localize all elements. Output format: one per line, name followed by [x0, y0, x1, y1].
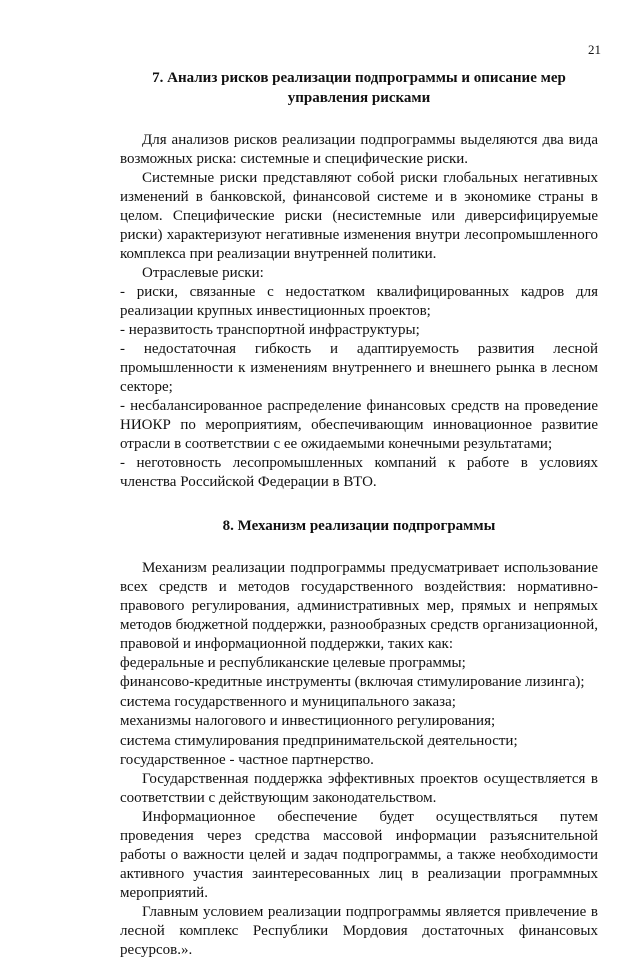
section-8-paragraph: Информационное обеспечение будет осуществляться путем проведения через средства массовой информации разъяснительной работы о важности целей и задач подпрограммы, а также необходимости активного участия заинтересованных лиц в реализации программных мероприятий.: [120, 809, 598, 902]
risk-item: - риски, связанные с недостатком квалифицированных кадров для реализации крупных инвестиционных проектов;: [120, 284, 598, 319]
section-7-paragraph: Системные риски представляют собой риски глобальных негативных изменений в банковской, финансовой системе и в экономике страны в целом. Специфические риски (несистемные или диверсифицируемые риски) характеризуют негативные изменения внутри лесопромышленного комплекса при реализации внутренней политики.: [120, 170, 598, 262]
section-8-title: 8. Механизм реализации подпрограммы: [222, 518, 496, 534]
risk-item: - недостаточная гибкость и адаптируемость развития лесной промышленности к изменениям внутреннего и внешнего рынка в лесном секторе;: [120, 341, 598, 395]
page-content: [120, 68, 598, 960]
section-7-paragraph: Для анализов рисков реализации подпрограммы выделяются два вида возможных риска: системные и специфические риски.: [120, 132, 598, 167]
mechanism-tool-item: система стимулирования предпринимательской деятельности;: [120, 732, 518, 749]
risk-item: - неразвитость транспортной инфраструктуры;: [120, 322, 420, 338]
mechanism-tool-item: государственное - частное партнерство.: [120, 752, 374, 769]
section-7-title: [120, 68, 598, 108]
section-8-paragraph: Главным условием реализации подпрограммы является привлечение в лесной комплекс Республики Мордовия достаточных финансовых ресурсов.».: [120, 904, 598, 959]
section-8-paragraph: Государственная поддержка эффективных проектов осуществляется в соответствии с действующим законодательством.: [120, 771, 598, 807]
section-7-paragraph: Отраслевые риски:: [142, 265, 264, 281]
section-8-intro: Механизм реализации подпрограммы предусматривает использование всех средств и методов государственного воздействия: нормативно-правового регулирования, административных мер, прямых и непрямых методов бюджетной поддержки, разнообразных средств организационной, правовой и информационной поддержки, таких как:: [120, 560, 598, 652]
mechanism-tool-item: система государственного и муниципального заказа;: [120, 693, 456, 710]
mechanism-tool-item: финансово-кредитные инструменты (включая стимулирование лизинга);: [120, 674, 585, 691]
mechanism-tools-list: [120, 654, 598, 770]
mechanism-tool-item: федеральные и республиканские целевые программы;: [120, 655, 466, 671]
mechanism-tool-item: механизмы налогового и инвестиционного регулирования;: [120, 713, 496, 730]
section-7-title-line-1: 7. Анализ рисков реализации подпрограммы и описание мер: [152, 70, 566, 86]
risk-item: - неготовность лесопромышленных компаний к работе в условиях членства Российской Федерации в ВТО.: [120, 455, 598, 490]
page-number: 21: [588, 42, 601, 57]
section-7-title-line-2: управления рисками: [287, 90, 431, 106]
risk-item: - несбалансированное распределение финансовых средств на проведение НИОКР по мероприятиям, обеспечивающим инновационное развитие отрасли в соответствии с ее ожидаемыми конечными результатами;: [120, 398, 598, 452]
